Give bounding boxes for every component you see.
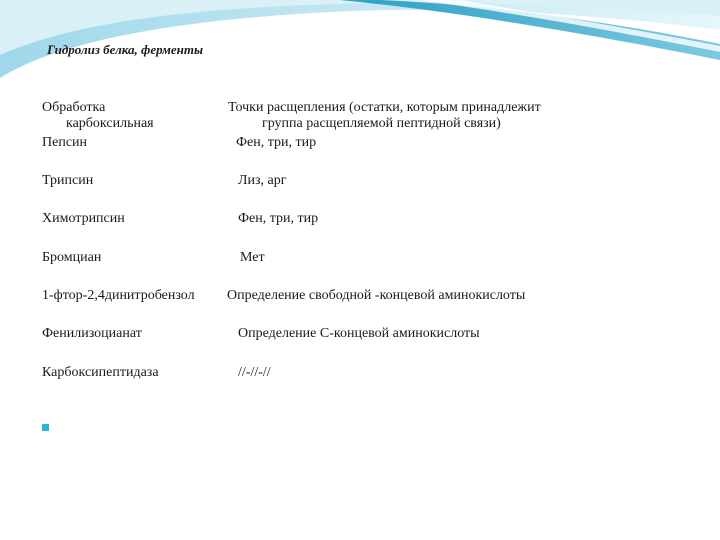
row-agent: Бромциан <box>42 250 102 265</box>
row-target: //-//-// <box>238 365 271 380</box>
row-target: Лиз, арг <box>238 173 287 188</box>
row-target: Определение С-концевой аминокислоты <box>238 326 480 341</box>
row-agent: Пепсин <box>42 135 88 150</box>
header-col2-line1: Точки расщепления (остатки, которым принадлежит <box>228 100 541 115</box>
slide-title: Гидролиз белка, ферменты <box>47 42 204 57</box>
row-agent: Химотрипсин <box>42 211 125 226</box>
row-agent: Карбоксипептидаза <box>42 365 159 380</box>
bullet-marker <box>42 424 49 431</box>
header-col1-line1: Обработка <box>42 100 106 115</box>
header-col2-line2: группа расщепляемой пептидной связи) <box>262 116 501 131</box>
row-target: Определение свободной -концевой аминокислоты <box>227 288 526 303</box>
row-agent: Фенилизоцианат <box>42 326 142 341</box>
row-target: Мет <box>240 250 265 265</box>
row-agent: Трипсин <box>42 173 94 188</box>
row-target: Фен, три, тир <box>236 135 317 150</box>
row-agent: 1-фтор-2,4динитробензол <box>42 288 195 303</box>
header-col1-line2: карбоксильная <box>66 116 154 131</box>
row-target: Фен, три, тир <box>238 211 319 226</box>
